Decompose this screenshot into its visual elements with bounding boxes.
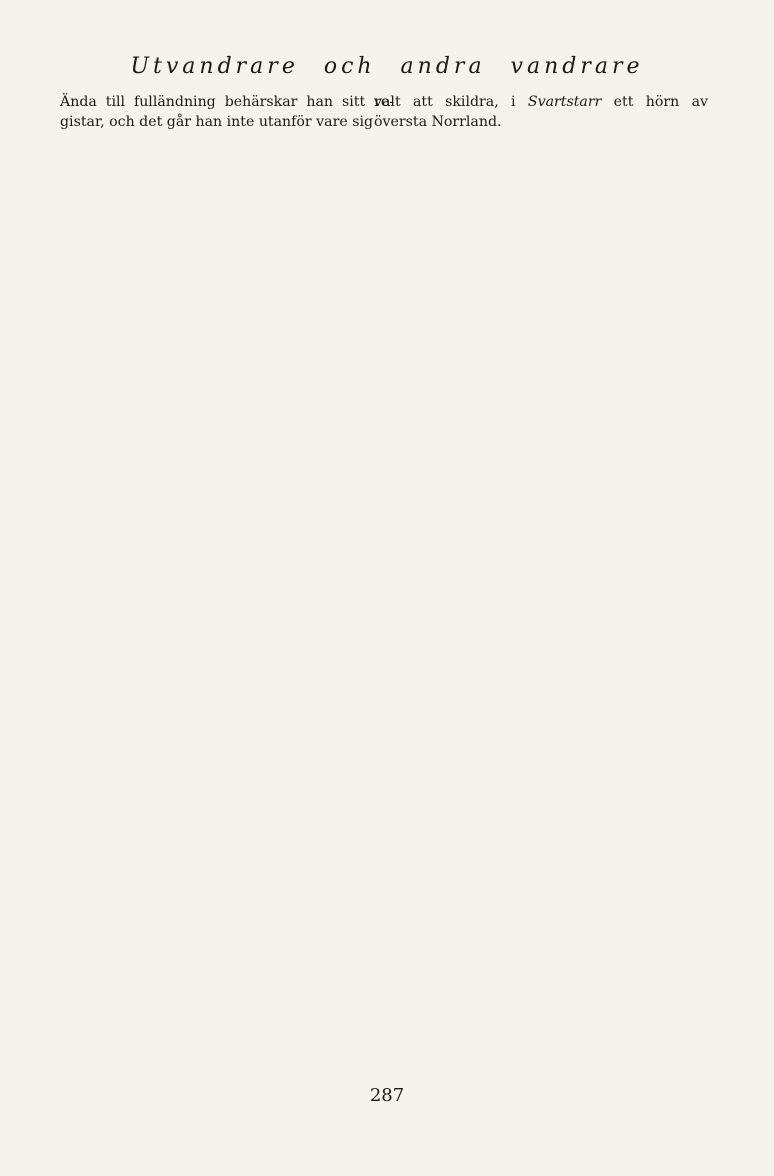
left-column <box>60 93 394 133</box>
paragraph <box>374 93 708 133</box>
running-head: Utvandrare och andra vandrare <box>130 54 644 79</box>
paragraph-text: ett hörn av översta Norrland. <box>374 94 708 130</box>
paragraph <box>60 93 394 133</box>
right-column <box>374 93 708 133</box>
paragraph-text: valt att skildra, i <box>374 94 528 110</box>
italic-title: Svartstarr <box>527 94 602 110</box>
page-number: 287 <box>369 1085 405 1106</box>
paragraph-text: Ända till fulländning behärskar han sitt re- gistar, och det går han inte utanför vare sig <box>60 94 394 130</box>
